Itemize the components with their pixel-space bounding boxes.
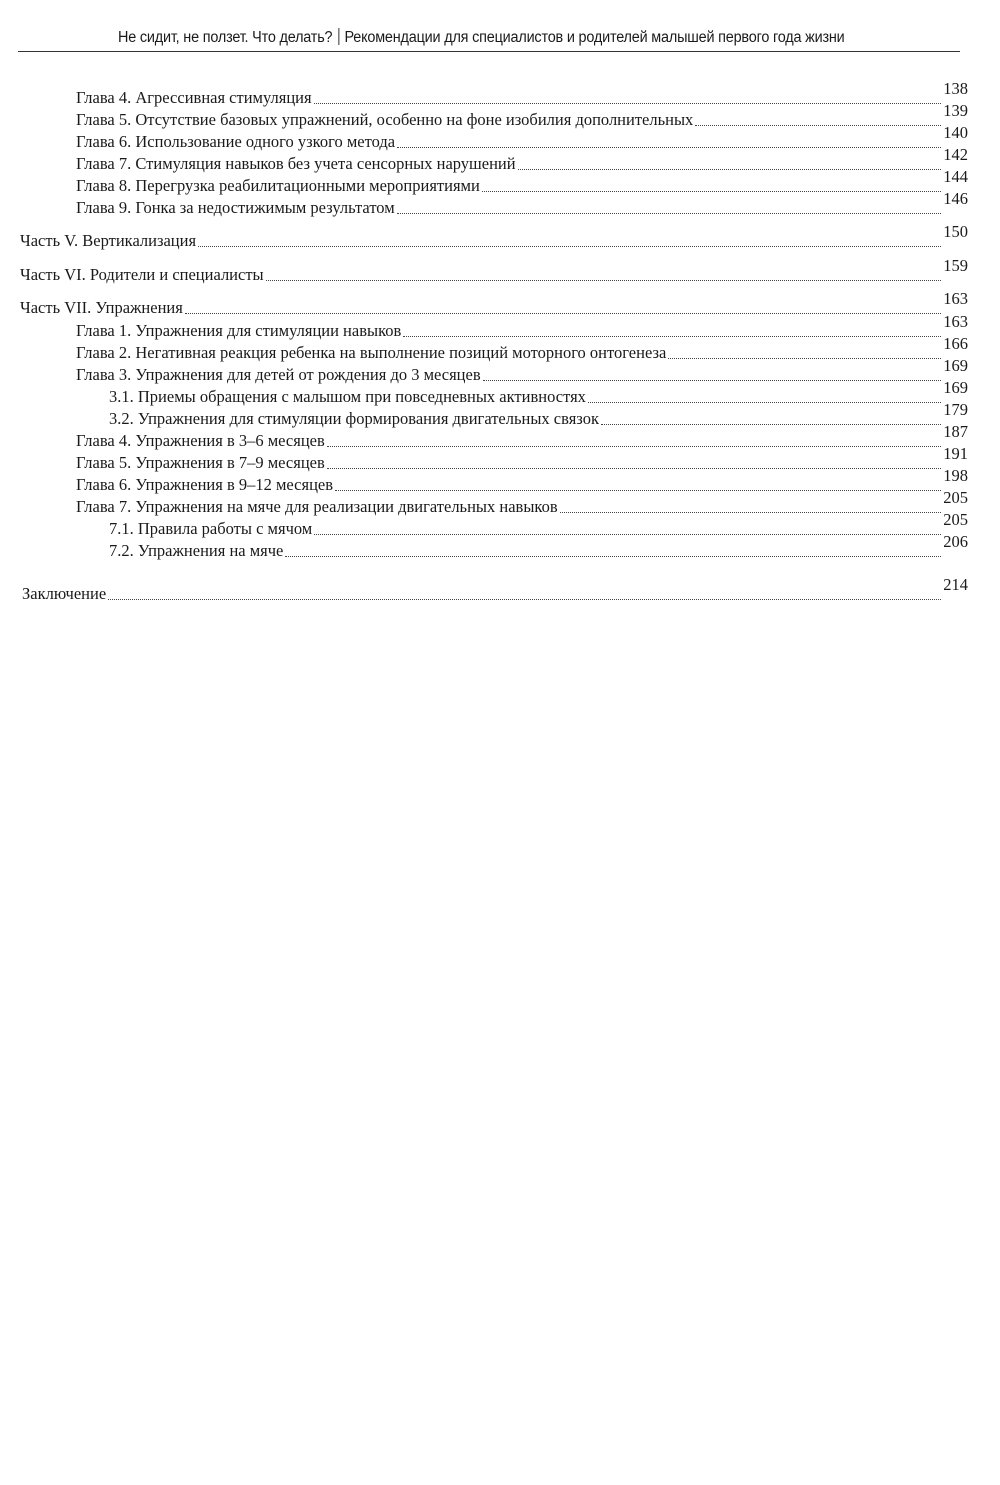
toc-entry-page: 166: [943, 334, 968, 353]
dot-leader: [668, 358, 941, 359]
toc-entry-page: 191: [943, 444, 968, 463]
dot-leader: [327, 468, 941, 469]
dot-leader: [314, 534, 941, 535]
toc-entry-title: Глава 7. Упражнения на мяче для реализации двигательных навыков: [76, 496, 558, 517]
toc-entry-title: Глава 9. Гонка за недостижимым результатом: [76, 197, 395, 218]
dot-leader: [518, 169, 942, 170]
toc-entry-page: 159: [943, 256, 968, 275]
toc-entry-page: 169: [943, 378, 968, 397]
dot-leader: [601, 424, 941, 425]
toc-part[interactable]: [20, 222, 968, 251]
dot-leader: [285, 556, 941, 557]
toc-entry-page: 206: [943, 532, 968, 551]
dot-leader: [483, 380, 942, 381]
toc-entry-title: Заключение: [22, 583, 107, 604]
toc-entry[interactable]: [76, 189, 968, 218]
toc-entry[interactable]: [76, 312, 968, 341]
dot-leader: [335, 490, 941, 491]
dot-leader: [403, 336, 941, 337]
toc-entry-title: 7.2. Упражнения на мяче: [109, 540, 284, 561]
dot-leader: [266, 280, 942, 281]
toc-entry[interactable]: [76, 101, 968, 130]
toc-entry-page: 138: [943, 79, 968, 98]
toc-entry[interactable]: [76, 79, 968, 108]
toc-entry-page: 187: [943, 422, 968, 441]
toc-entry-title: 3.2. Упражнения для стимуляции формирования двигательных связок: [109, 408, 599, 429]
toc-entry-page: 146: [943, 189, 968, 208]
toc-entry[interactable]: [76, 356, 968, 385]
dot-leader: [198, 246, 941, 247]
toc-entry-page: 214: [943, 575, 968, 594]
toc-entry-title: Глава 6. Использование одного узкого метода: [76, 131, 396, 152]
toc-subentry[interactable]: [109, 510, 968, 539]
header-rule: [18, 51, 960, 52]
dot-leader: [397, 213, 942, 214]
toc-entry[interactable]: [76, 422, 968, 451]
toc-subentry[interactable]: [109, 378, 968, 407]
toc-part[interactable]: [20, 289, 968, 318]
toc-entry-title: 7.1. Правила работы с мячом: [109, 518, 313, 539]
toc-entry[interactable]: [76, 488, 968, 517]
toc-entry-page: 140: [943, 123, 968, 142]
toc-entry-title: Глава 7. Стимуляция навыков без учета сенсорных нарушений: [76, 153, 516, 174]
toc-entry-title: Глава 3. Упражнения для детей от рождения до 3 месяцев: [76, 364, 481, 385]
toc-entry-title: Глава 5. Отсутствие базовых упражнений, особенно на фоне изобилия дополнительных: [76, 109, 694, 130]
toc-entry-title: Глава 8. Перегрузка реабилитационными мероприятиями: [76, 175, 480, 196]
toc-entry-title: Часть VII. Упражнения: [20, 297, 183, 318]
running-header: [118, 28, 845, 47]
toc-entry-title: Глава 6. Упражнения в 9–12 месяцев: [76, 474, 334, 495]
dot-leader: [327, 446, 941, 447]
toc-entry[interactable]: [76, 123, 968, 152]
dot-leader: [397, 147, 941, 148]
toc-entry-title: Глава 4. Агрессивная стимуляция: [76, 87, 312, 108]
header-separator: [338, 28, 339, 45]
toc-entry[interactable]: [76, 334, 968, 363]
toc-entry-page: 139: [943, 101, 968, 120]
dot-leader: [185, 313, 941, 314]
dot-leader: [314, 103, 942, 104]
toc-part[interactable]: [20, 256, 968, 285]
book-title: Не сидит, не ползет. Что делать?: [118, 29, 333, 46]
toc-entry-page: 144: [943, 167, 968, 186]
toc-entry[interactable]: [76, 167, 968, 196]
toc-entry-title: Глава 5. Упражнения в 7–9 месяцев: [76, 452, 325, 473]
toc-entry-title: Глава 4. Упражнения в 3–6 месяцев: [76, 430, 325, 451]
toc-entry-title: Часть VI. Родители и специалисты: [20, 264, 264, 285]
toc-entry-page: 205: [943, 510, 968, 529]
toc-entry[interactable]: [76, 145, 968, 174]
toc-entry-page: 198: [943, 466, 968, 485]
toc-entry-page: 150: [943, 222, 968, 241]
toc-entry[interactable]: [76, 466, 968, 495]
toc-entry-page: 142: [943, 145, 968, 164]
toc-entry-page: 179: [943, 400, 968, 419]
toc-entry-page: 169: [943, 356, 968, 375]
dot-leader: [560, 512, 942, 513]
toc-subentry[interactable]: [109, 400, 968, 429]
book-subtitle: Рекомендации для специалистов и родителей малышей первого года жизни: [344, 29, 845, 46]
toc-conclusion[interactable]: [22, 575, 968, 604]
toc-entry-title: 3.1. Приемы обращения с малышом при повседневных активностях: [109, 386, 586, 407]
dot-leader: [588, 402, 941, 403]
toc-entry-page: 163: [943, 312, 968, 331]
dot-leader: [695, 125, 941, 126]
toc-entry-page: 205: [943, 488, 968, 507]
toc-entry-title: Часть V. Вертикализация: [20, 230, 197, 251]
toc-entry[interactable]: [76, 444, 968, 473]
dot-leader: [482, 191, 941, 192]
toc-entry-page: 163: [943, 289, 968, 308]
dot-leader: [108, 599, 941, 600]
toc-entry-title: Глава 2. Негативная реакция ребенка на выполнение позиций моторного онтогенеза: [76, 342, 667, 363]
toc-subentry[interactable]: [109, 532, 968, 561]
toc-entry-title: Глава 1. Упражнения для стимуляции навыков: [76, 320, 402, 341]
